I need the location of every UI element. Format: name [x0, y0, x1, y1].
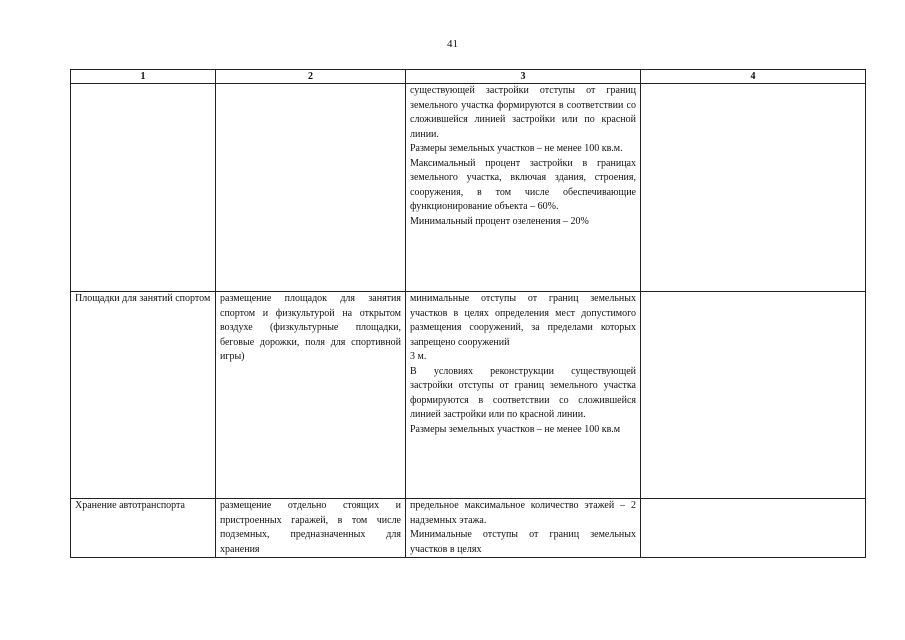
notes-cell — [641, 292, 866, 499]
parameter-paragraph: Минимальный процент озеленения – 20% — [410, 215, 589, 227]
parameter-paragraph: Минимальные отступы от границ земельных участков в целях — [410, 529, 636, 555]
column-header-3: 3 — [406, 70, 641, 84]
column-header-2: 2 — [216, 70, 406, 84]
parameter-paragraph: существующей застройки отступы от границ земельного участка формируются в соответствии со сложившейся линией застройки или по красной линии. — [410, 85, 636, 140]
parameters-cell — [406, 292, 641, 499]
table-row — [71, 292, 866, 499]
regulations-table — [70, 69, 866, 558]
use-type-cell — [71, 84, 216, 292]
column-header-1: 1 — [71, 70, 216, 84]
notes-cell — [641, 499, 866, 558]
parameter-paragraph: Максимальный процент застройки в границах земельного участка, включая здания, строения, сооружения, в том числе обеспечивающие функционирование объекта – 60%. — [410, 157, 636, 212]
use-type-cell: Площадки для занятий спортом — [71, 292, 216, 499]
parameter-paragraph: предельное максимальное количество этажей – 2 надземных этажа. — [410, 500, 636, 526]
page-number: 41 — [447, 38, 458, 50]
table-row — [71, 84, 866, 292]
use-description-cell: размещение отдельно стоящих и пристроенных гаражей, в том числе подземных, предназначенных для хранения — [216, 499, 406, 558]
notes-cell — [641, 84, 866, 292]
column-header-4: 4 — [641, 70, 866, 84]
use-type-cell: Хранение автотранспорта — [71, 499, 216, 558]
parameter-paragraph: 3 м. — [410, 351, 427, 362]
parameter-paragraph: В условиях реконструкции существующей застройки отступы от границ земельного участка формируются в соответствии со сложившейся линией застройки или по красной линии. — [410, 365, 636, 420]
parameters-cell — [406, 84, 641, 292]
parameter-paragraph: Размеры земельных участков – не менее 100 кв.м. — [410, 143, 623, 154]
parameters-cell — [406, 499, 641, 558]
table-row — [71, 499, 866, 558]
parameter-paragraph: Размеры земельных участков – не менее 100 кв.м — [410, 423, 621, 435]
table-header-row — [71, 70, 866, 84]
parameter-paragraph: минимальные отступы от границ земельных участков в целях определения мест допустимого размещения сооружений, за пределами которых запрещено сооружений — [410, 293, 636, 348]
use-description-cell — [216, 84, 406, 292]
use-description-cell: размещение площадок для занятия спортом и физкультурой на открытом воздухе (физкультурные площадки, беговые дорожки, поля для спортивной игры) — [216, 292, 406, 499]
